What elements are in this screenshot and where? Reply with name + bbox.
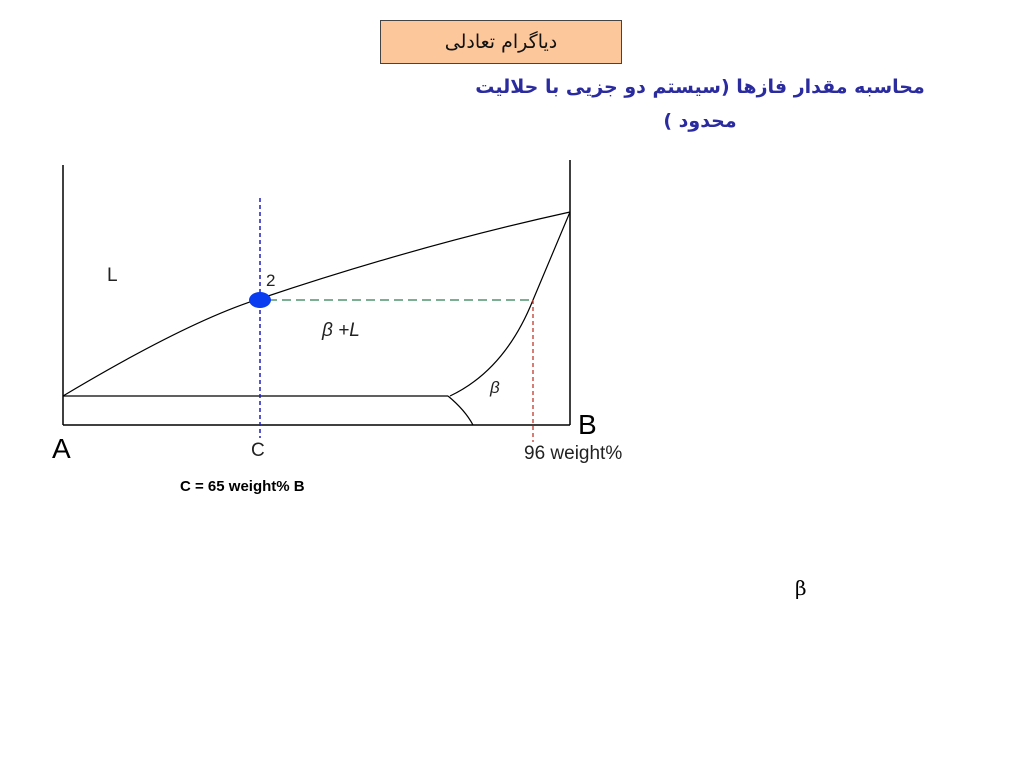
axis-label-96-weight: 96 weight% xyxy=(524,443,623,464)
subtitle-line-2: محدود ) xyxy=(663,110,737,132)
axis-label-a: A xyxy=(52,433,71,464)
axis-label-c: C xyxy=(251,440,265,461)
beta-symbol: β xyxy=(795,576,807,600)
region-label-beta-liquid: β +L xyxy=(322,320,360,341)
composition-note: C = 65 weight% B xyxy=(180,478,305,495)
solvus-curve xyxy=(448,396,473,425)
slide-title: دیاگرام تعادلی xyxy=(444,31,558,53)
point-label-2: 2 xyxy=(266,271,276,290)
region-label-beta: β xyxy=(490,378,500,397)
point-2-marker xyxy=(249,292,271,308)
liquidus-curve xyxy=(63,212,570,396)
solidus-curve xyxy=(450,212,570,396)
subtitle-line-1: محاسبه مقدار فازها (سیستم دو جزیی با حلالیت xyxy=(475,76,925,98)
region-label-liquid: L xyxy=(107,265,118,286)
axis-label-b: B xyxy=(578,409,597,440)
